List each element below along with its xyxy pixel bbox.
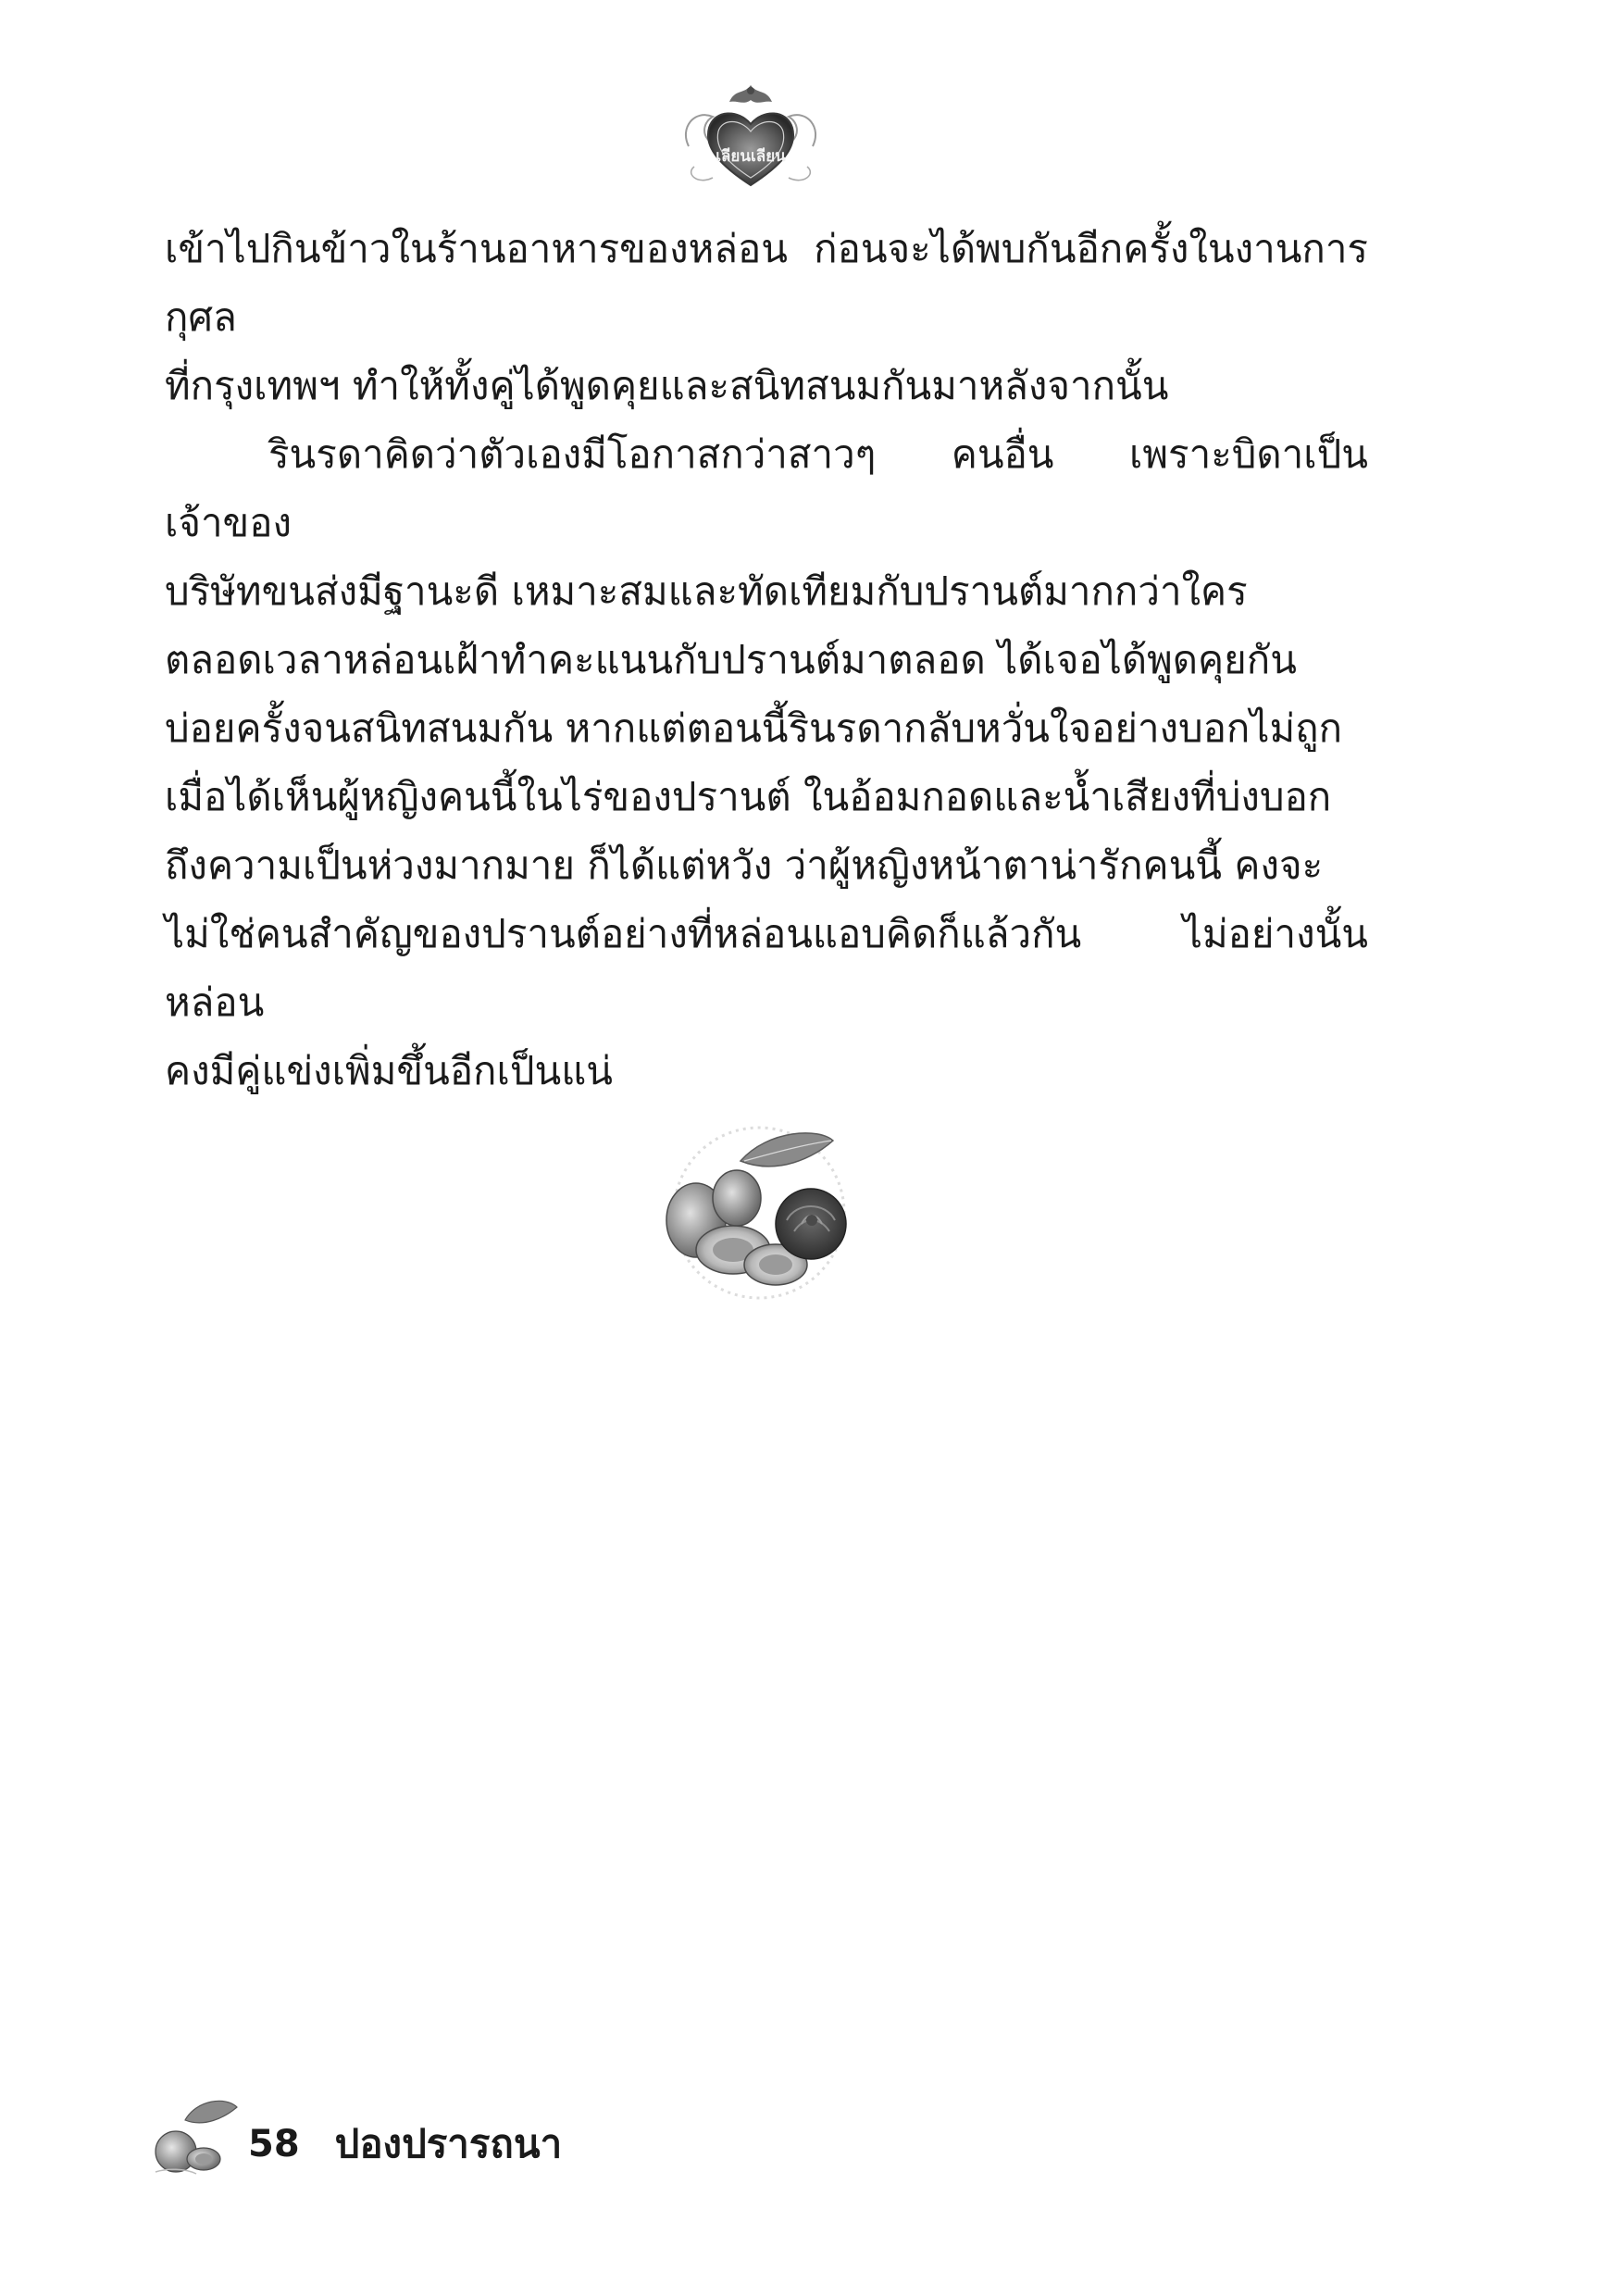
book-title: ปองปรารถนา — [334, 2121, 563, 2166]
text-line: ที่กรุงเทพฯ ทำให้ทั้งคู่ได้พูดคุยและสนิทสนมกันมาหลังจากนั้น — [165, 363, 1169, 408]
text-line: รินรดาคิดว่าตัวเองมีโอกาสกว่าสาวๆ คนอื่น เพราะบิดาเป็นเจ้าของ — [165, 431, 1368, 545]
text-line: ตลอดเวลาหล่อนเฝ้าทำคะแนนกับปรานต์มาตลอด ได้เจอได้พูดคุยกัน — [165, 637, 1297, 682]
text-line: เข้าไปกินข้าวในร้านอาหารของหล่อน ก่อนจะได้พบกันอีกครั้งในงานการกุศล — [165, 226, 1368, 340]
emblem-graphic — [676, 81, 826, 191]
emblem-logo-text: เลียนเลียน — [716, 147, 786, 166]
text-line: คงมีคู่แข่งเพิ่มขึ้นอีกเป็นแน่ — [165, 1048, 613, 1093]
paragraph-2 — [165, 420, 1368, 1105]
ornament-graphic — [648, 1120, 870, 1305]
text-line: เมื่อได้เห็นผู้หญิงคนนี้ในไร่ของปรานต์ ในอ้อมกอดและน้ำเสียงที่บ่งบอก — [165, 774, 1332, 819]
body-text — [165, 215, 1368, 1105]
fruit-rose-ornament — [648, 1120, 870, 1305]
page-number: 58 — [248, 2123, 300, 2165]
text-line: บ่อยครั้งจนสนิทสนมกัน หากแต่ตอนนี้รินรดากลับหวั่นใจอย่างบอกไม่ถูก — [165, 705, 1343, 751]
header-emblem-logo — [676, 81, 826, 191]
paragraph-1 — [165, 215, 1368, 420]
fruit-leaf-icon — [148, 2094, 241, 2177]
page-footer — [148, 2094, 562, 2177]
text-line: บริษัทขนส่งมีฐานะดี เหมาะสมและทัดเทียมกับปรานต์มากกว่าใคร — [165, 568, 1248, 614]
text-line: ถึงความเป็นห่วงมากมาย ก็ได้แต่หวัง ว่าผู้หญิงหน้าตาน่ารักคนนี้ คงจะ — [165, 842, 1324, 888]
text-line: ไม่ใช่คนสำคัญของปรานต์อย่างที่หล่อนแอบคิดก็แล้วกัน ไม่อย่างนั้นหล่อน — [165, 911, 1368, 1025]
